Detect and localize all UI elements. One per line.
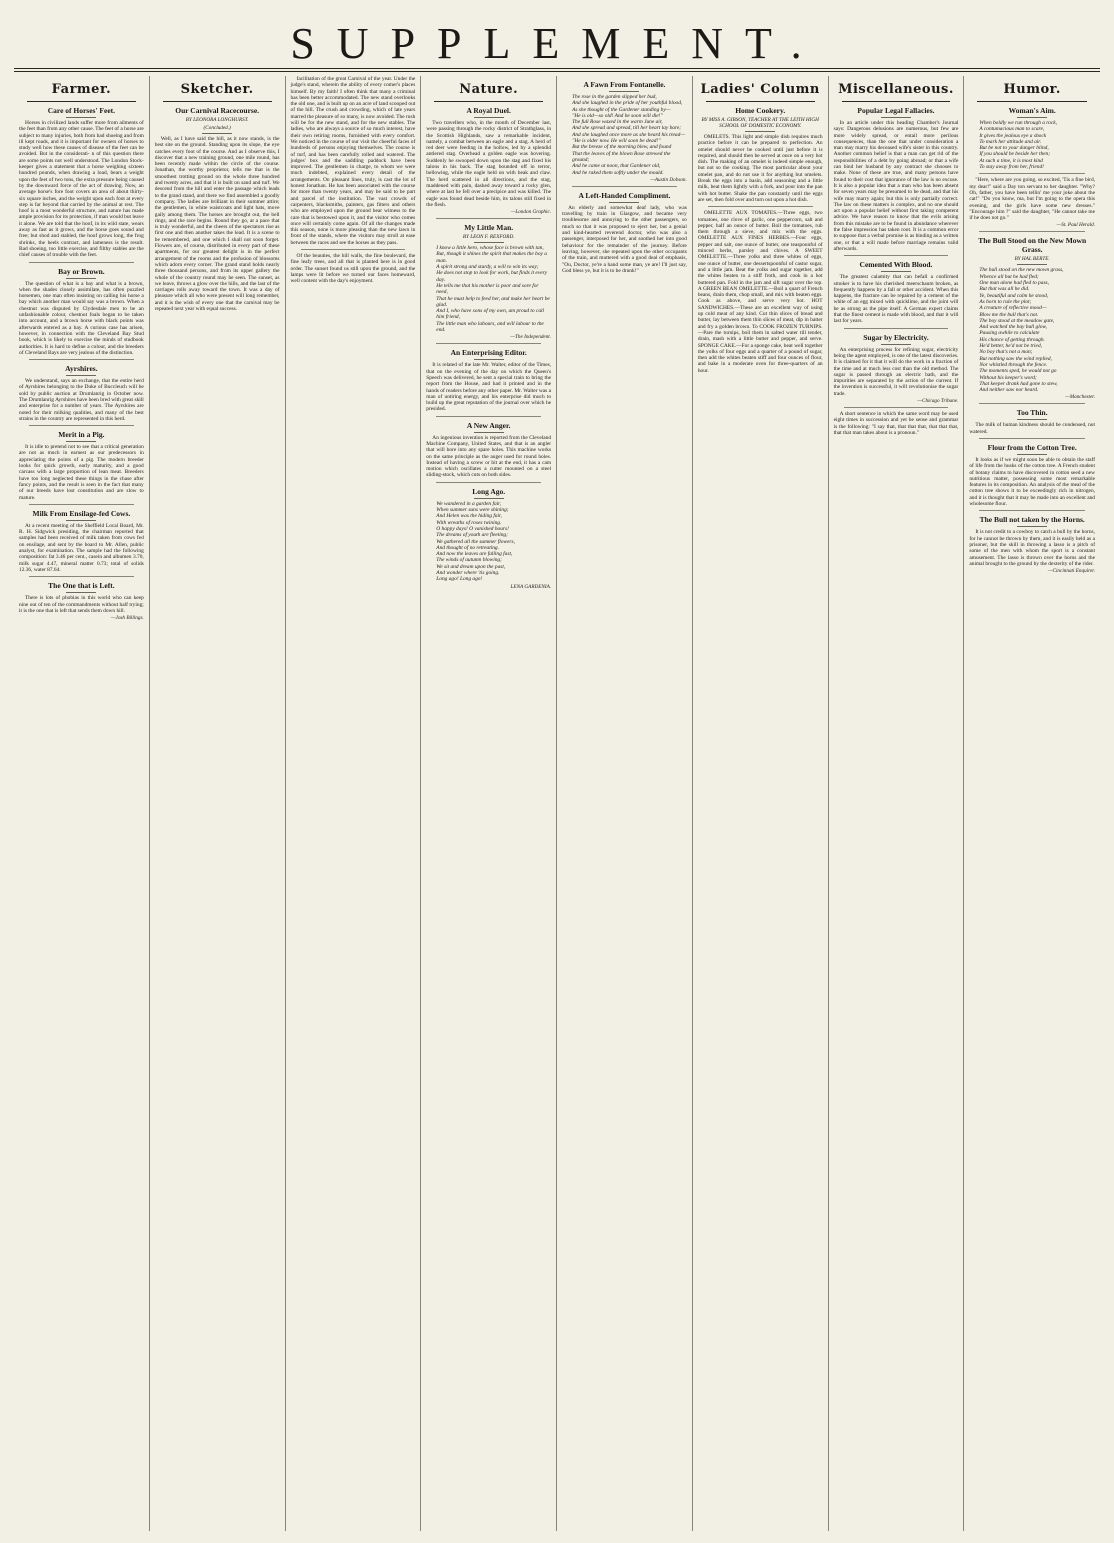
article-title: Ayrshires. <box>65 364 98 374</box>
columns-container <box>14 76 1100 1531</box>
article-divider <box>979 438 1085 439</box>
article-divider <box>29 359 134 360</box>
article-divider <box>29 262 134 263</box>
title-rule <box>66 375 96 376</box>
article-source: —Manchester. <box>1065 394 1095 401</box>
article-body: A short sentence in which the same word may be used eight times in succession and yet be sense and grammar is the following: "I say that, that that that, that that that, that that man takes about is a pronoun." <box>833 410 959 436</box>
column-6 <box>693 76 829 1531</box>
article-title: Cemented With Blood. <box>859 260 933 270</box>
article-body: Two travellers who, in the month of December last, were passing through the rocky district of Strathglass, in the Scottish Highlands, saw a remarkable incident, namely, a combat between an eagle and a stag. A herd of red deer were feeding in the hollow, led by a splendid antlered stag. Overhead a golden eagle was hovering. Suddenly he swooped down upon the stag and fixed his talons in his back. The stag bounded off in terror, bellowing, while the eagle held on with beak and claw. The herd scattered in all directions, and the stag, maddened with pain, dashed away toward a rocky glen, where at last he fell over a precipice and was killed. The eagle was found dead beside him, its talons still fixed in the flesh. <box>426 120 552 208</box>
article-poem: When boldly we run through a rock, A contumacious man to scare, It gives the jealous eye a shock To mark her attitude and air. But be not to your danger blind, If you should be beside her then; At such a time, it is most kind To stay away from her, friend! <box>979 120 1057 171</box>
title-rule <box>881 344 911 345</box>
title-rule <box>66 520 96 521</box>
article-body: The question of what is a bay and what is a brown, when the shades closely assimilate, has often puzzled horsemen, one man often insisting on calling his horse a bay which another man would say was a brown. When a chestnut was disputed by Clydesdale men to be an unfashionable colour, chestnut foals began to be taken into account, and a brown horse with black points was afterwards entered as a bay. A curious case has arisen, however, in connection with the Cleveland Bay Stud book, which is likely to exercise the minds of studbook authorities. It is hard to define a colour, and the breeders of Cleveland Bays are very jealous of the distinction. <box>19 280 144 356</box>
article-title: Too Thin. <box>1016 408 1048 418</box>
article-title: Our Carnival Racecourse. <box>175 106 260 115</box>
title-rule <box>474 498 504 499</box>
article-byline: BY LEONORA LONGHURST. <box>185 117 249 123</box>
title-rule <box>1017 526 1047 527</box>
article-title: A Royal Duel. <box>466 106 511 115</box>
title-rule <box>1017 419 1047 420</box>
article-divider <box>29 576 134 577</box>
article-body: The greatest calamity that can befall a confirmed smoker is to have his cherished meerschaum broken, as frequently happens by a fall or other accident. When this happens, the fracture can be repaired by a cement of the white of an egg mixed with quicklime, and the joint will be as strong as the pipe itself. A German expert claims that the finest cement is made with blood, and that it will last for years. <box>833 274 959 325</box>
column-heading: Nature. <box>459 82 519 97</box>
article-body: "Here, where are you going, so excited, 'Tis a fine bird, my dear!" said a Day ton servant to her daughter. "Why? Oh, father, you have been tellin' me your joke about the cat!" "Do you know, ma, but I'm going to the opera this evening, and the girls have some new dresses." "Encourage him ?" said the daughter, "He cannot take me if he does not go." <box>969 177 1095 222</box>
title-rule <box>881 117 911 118</box>
heading-rule <box>706 101 815 102</box>
title-rule <box>474 242 504 243</box>
title-rule <box>474 359 504 360</box>
article-note: (Concluded.) <box>203 125 231 131</box>
article-byline: BY MISS A. GIBSON, TEACHER AT THE LEITH HIGH SCHOOL OF DOMESTIC ECONOMY. <box>701 117 819 129</box>
masthead <box>14 0 1100 72</box>
article-poem: The bull stood on the new mown grass, Whence all but he had fled; One man alone had fled to pass, But that was all he did. Ye, beautiful and calm he stood, As born to rule the plot; A creature of reflective mood— Blow me the bull that's not. The boy stood at the meadow gate, And watched the bay bull glow, Pausing awhile to calculate His chance of getting through. He'd better, he'd not be tried, No boy that's not a man; But nothing saw the wind replied, Nor whistled through the fence. The moments sped, he would not go Without his keeper's word; That keeper drank had gone to stew, And neither saw nor heard. <box>979 267 1064 394</box>
article-byline: BY HAL BERTE. <box>1014 256 1050 263</box>
supplement-title: SUPPLEMENT. <box>290 19 824 68</box>
title-rule <box>1017 264 1047 265</box>
article-title: Milk From Ensilage-fed Cows. <box>32 508 131 518</box>
article-body: There is lots of phobias in this world who can keep nine out of ten of the commandments without half trying; it is the one that is left that sends them down hill. <box>19 595 144 614</box>
article-source: —London Graphic. <box>510 209 552 216</box>
article-title: Bay or Brown. <box>58 266 105 276</box>
article-divider <box>844 407 949 408</box>
column-1 <box>14 76 150 1531</box>
article-body: It is idle to pretend not to see that a critical generation are not as much in earnest as our predecessors in appreciating the points of a pig. The modern breeder looks for quick growth, early maturity, and a good carcass with a large proportion of lean meat. Breeders have too long neglected these things in the chase after fancy points, and the result is seen in the fact that many of our breeds have lost constitution and are slow to mature. <box>19 444 144 501</box>
title-rule <box>66 592 96 593</box>
title-rule <box>66 117 96 118</box>
article-body: An enterprising process for refining sugar, electricity being the agent employed, is one of the latest discoveries. It is claimed for it that it will do the work in a fraction of the time and at much less cost than the old method. The sugar is passed through an electric bath, and the impurities are separated by the action of the current. If the invention is successful, it will revolutionise the sugar trade. <box>833 346 959 397</box>
article-divider <box>29 504 134 505</box>
column-heading: Sketcher. <box>180 82 254 97</box>
article-divider <box>979 510 1085 511</box>
column-4 <box>421 76 557 1531</box>
article-title: Popular Legal Fallacies. <box>857 106 935 115</box>
title-rule <box>609 91 639 92</box>
title-rule <box>474 117 504 118</box>
article-divider <box>844 255 949 256</box>
article-source: LENA GARDENIA. <box>510 583 552 590</box>
article-divider <box>436 416 541 417</box>
article-body: In an article under this heading Chamber's Journal says: Dangerous delusions are numerous, but few are more widely spread, or entail more perilous consequences, than the one that under consideration a man may marry his deceased wife's sister in this country. Another common belief is that a man can get rid of the responsibilities of a debt by going abroad; or that a wife can bind her husband by any contract she chooses to make. None of these are true, and many persons have found to their cost that ignorance of the law is no excuse. It is also a popular idea that a man who has been absent for seven years may be presumed to be dead, and that his wife may marry again; but this is only partially correct. The law on these matters is complex, and no one should act upon a popular belief without first taking competent advice. We have reason to know that the evils arising from this mistake are to be found in abundance wherever the false impression has taken root. It is a common error to suppose that a verbal promise is as binding as a written one, or that a will made before marriage remains valid afterwards. <box>833 120 959 252</box>
article-title: Merit in a Pig. <box>58 430 105 440</box>
article-source: —Josh Billings. <box>110 615 144 622</box>
article-title: A New Anger. <box>466 420 511 430</box>
article-divider <box>844 328 949 329</box>
article-body: Well, as I have said the hill, as it now stands, is the best site on the ground. Standing upon its slope, the eye catches every foot of the course. And as I observe this, I discover that a new training ground, one mile round, has been recently made within the circle of the course. Jonathan, the worthy proprietor, tells me that is the smoothest trotting ground on the whole three hundred and twenty acres, and that it is built on sand and turf. We descend from the hill and enter the passage which leads to the grand stand, and there we find assembled a goodly company. The ladies are brilliant in their summer attire; the gentlemen, in white waistcoats and light hats, move gaily among them. The horses are brought out, the bell rings, and the race begins. Round they go, at a pace that is truly wonderful, and the cheers of the spectators rise as first one and then another takes the lead. It is a scene to be remembered, and one which I shall not soon forget. Flowers are, of course, distributed in every part of these apartments, for our greatest delight is in the perfect arrangement of the rooms and the profusion of blossoms which adorn every corner. The grand stand holds nearly three thousand persons, and from its upper gallery the whole of the country round may be seen. The sunset, as we leave, throws a glow over the hills, and the last of the carriages rolls away toward the town. It was a day of pleasure which all who were present will long remember, and it is the wish of every one that the carnival may be repeated next year with equal success. <box>154 136 280 313</box>
article-body: Of the beauties, the hill walls, the fine boulevard, the fine leafy trees, and all that is planted here is in good order. The sunset found us still upon the ground, and the lamps were lit before we turned our faces homeward, well content with the day's enjoyment. <box>290 253 416 285</box>
article-divider <box>436 218 541 219</box>
article-divider <box>436 343 541 344</box>
article-body: It is not credit to a cowboy to catch a bull by the horns, for he cannot be thrown by them, and it is easily held as a prisoner, but the skill in throwing a lasso is a pitch of some of the men with whom the sport is a constant amusement. The lasso is thrown over the horns and the animal brought to the ground by the dexterity of the rider. <box>969 529 1095 567</box>
article-body: It looks as if we might soon be able to obtain the staff of life from the husks of the cotton tree. A French student of botany claims to have discovered in cotton seed a new nutritious matter, possessing some most remarkable features in its composition. An analysis of the meal of the cotton tree shows it to be exceedingly rich in nitrogen, and it is thought that it may be made into an excellent and wholesome flour. <box>969 456 1095 508</box>
heading-rule <box>27 101 136 102</box>
article-divider <box>29 425 134 426</box>
column-heading: Ladies' Column <box>700 82 820 97</box>
title-rule <box>881 271 911 272</box>
article-body: facilitation of the great Carnival of the year. Under the judge's stand, wherein the ability of every comer's places himself. By my faith! I often think that many a criminal has been better accommodated. The new stand overlooks the old one, and is built up on an acre of land scooped out of the hill. The crush and crowding, which of late years marred the pleasure of so many, is now avoided. The rush will be for the new stand, and for the new stables. The ladies, who are always a source of so much interest, have their own retiring rooms, furnished with every comfort. We noticed in the course of our visit the cheerful faces of hundreds of persons enjoying themselves. The course is of turf, and has been carefully rolled and watered. The judges' box and the saddling paddock have been improved. The gentlemen in charge, to whom we were much indebted, explained every detail of the arrangements. On pleasant lines, truly, is cast the lot of honest Jonathan. He has been associated with the course for more than twenty years, and may be said to be part and parcel of the institution. The vast crowds of carpenters, blacksmiths, painters, gas fitters and others who are employed upon the ground bear witness to the care that is bestowed upon it, and the visitor who comes once will certainly come again. Of all the changes made this season, none is more pleasing than the new lawn in front of the stands, where the visitors may stroll at ease between the races and see the horses as they pass. <box>290 76 416 246</box>
article-divider <box>436 482 541 483</box>
title-rule <box>1017 117 1047 118</box>
column-heading: Miscellaneous. <box>838 82 954 97</box>
article-source: —Chicago Tribune. <box>917 397 959 404</box>
heading-rule <box>163 101 272 102</box>
article-body: OMELETS. This light and simple dish requires much practice before it can be prepared to perfection. An omelet should never be cooked until just before it is required, and should then be served at once on a very hot dish. The making of an omelet is indeed simple enough, but not so the cooking. The most particular about your omelet pan, and do not use it for anything but omelets. Break the eggs into a basin, add seasoning and a little milk, beat them lightly with a fork, and pour into the pan with hot butter. Shake the pan constantly until the eggs are set, then fold over and turn out upon a hot dish. <box>697 134 823 203</box>
article-title: Care of Horses' Feet. <box>47 106 116 115</box>
article-divider <box>572 186 677 187</box>
heading-rule <box>842 101 951 102</box>
article-source: —The Independent. <box>510 334 552 341</box>
column-3 <box>286 76 422 1531</box>
article-poem: The rose in the garden slipped her bud, And she laughed in the pride of her youthful blood, As she thought of the Gardener standing by— "He is old—so old! And he soon will die!" The full Rose waxed in the warm June air, And she spread and spread, till her heart lay bare; And she laughed once more as she heard his tread— "He is older now. He will soon be dead!" But the breeze of the morning blew, and found That the leaves of the blown Rose strewed the ground; And he came at noon, that Gardener old, And he raked them softly under the mould. <box>572 94 686 176</box>
title-rule <box>474 432 504 433</box>
article-source: —St. Paul Herald. <box>1056 222 1095 229</box>
article-title: A Fawn From Fontanelle. <box>583 80 666 89</box>
article-body: It is related of the late Mr. Walter, editor of the Times, that on the evening of the day on which the Queen's Speech was delivered, he sent a special train to bring the report from the House, and had it printed and in the hands of readers before any other paper. Mr. Walter was a man of untiring energy, and his enterprise did much to build up the great reputation of the journal over which he presided. <box>426 362 552 413</box>
title-rule <box>202 133 232 134</box>
column-heading: Farmer. <box>51 82 112 97</box>
title-rule <box>745 131 775 132</box>
column-heading: Humor. <box>1003 82 1061 97</box>
article-body: We understand, says an exchange, that the entire herd of Ayrshires belonging to the Duke of Buccleuch will be sold by public auction at Drumlanrig in October now. The Drumlanrig Ayrshires have been bred with great skill and enterprise for a number of years. The Ayrshires are noted for their milking qualities, and many of the best strains in the country are represented in this herd. <box>19 378 144 422</box>
article-byline: BY LEON F. REXFORD. <box>462 234 515 241</box>
article-title: Woman's Aim. <box>1008 106 1056 115</box>
article-title: My Little Man. <box>464 223 514 233</box>
article-title: The Bull not taken by the Horns. <box>979 515 1085 525</box>
article-title: Home Cookery. <box>735 106 786 115</box>
article-title: The One that is Left. <box>48 581 115 591</box>
masthead-rule <box>14 68 1100 72</box>
article-title: The Bull Stood on the New Mown Grass. <box>978 236 1087 255</box>
column-8 <box>964 76 1100 1531</box>
article-source: —Austin Dobson. <box>650 176 687 183</box>
article-title: Sugar by Electricity. <box>863 332 929 342</box>
article-title: Flour from the Cotton Tree. <box>987 442 1077 452</box>
article-body: At a recent meeting of the Sheffield Local Board, Mr. R. H. Sidgwick presiding, the chairman reported that samples had been received of milk taken from cows fed on ensilage, and sent by the board to Mr. Allen, public analyst, for examination. The sample had the following composition: fat 3.46 per cent., casein and albumen 3.70, milk sugar 4.47, mineral matter 0.73; total of solids 12.36, water 87.64. <box>19 522 144 573</box>
title-rule <box>66 278 96 279</box>
article-divider <box>979 403 1085 404</box>
article-poem: We wandered in a garden fair, When summer suns were shining; And Helen was the hiding fair, With wreaths of roses twining. O happy days! O vanished hours! The dreams of youth are fleeting; We gathered all the summer flowers, And thought of no retreating. And now the leaves are falling fast, The winds of autumn blowing; We sit and dream upon the past, And wonder where 'tis going. Long ago! Long ago! <box>436 500 515 583</box>
article-divider <box>708 206 813 207</box>
column-2 <box>150 76 286 1531</box>
article-divider <box>301 249 406 250</box>
heading-rule <box>434 101 543 102</box>
article-body: An ingenious invention is reported from the Cleveland Machine Company, United States, and that is an angler that will bore into any spare holes. This machine works on the same principle as the auger used for round holes. Instead of having a screw or bit at the end, it has a cam motion which oscillates a cutter mounted on a steel sliding-stock, which cuts on both sides. <box>426 434 552 479</box>
article-body: The milk of human kindness should be condensed, not watered. <box>969 422 1095 435</box>
article-source: —Cincinnati Enquirer. <box>1047 568 1095 575</box>
article-divider <box>979 231 1085 232</box>
column-5 <box>557 76 693 1531</box>
article-divider <box>979 173 1085 174</box>
article-body: OMELETTE AUX TOMATES.—Three eggs, two tomatoes, one clove of garlic, one peppercorn, salt and pepper, half an ounce of butter. Boil the tomatoes, rub them through a sieve, and mix with the eggs. OMELETTE AUX FINES HERBES.—Four eggs, pepper and salt, one ounce of butter, one teaspoonful of minced herbs, parsley and chives. A SWEET OMELETTE.—Three yolks and three whites of eggs, one ounce of butter, one dessertspoonful of castor sugar, and a little jam. Beat the yolks and sugar together, add the whites beaten to a stiff froth, and cook in a hot buttered pan. Fold in the jam and sift sugar over the top. A GREEN BEAN OMELETTE.—Boil a quart of French beans, drain them, chop small, and mix with beaten eggs. Cook as above, and serve very hot. HOT SANDWICHES.—These are an excellent way of using up cold meat of any kind. Cut thin slices of bread and butter, lay between them thin slices of meat, dip in batter and fry a golden brown. To COOK FROZEN TURNIPS.—Pare the turnips, boil them in salted water till tender, drain, mash with a little butter and pepper, and serve. SPONGE CAKE.—For a sponge cake, beat well together the yolks of four eggs and a quarter of a pound of sugar, then add the whites beaten stiff and four ounces of flour, and bake in a moderate oven for three-quarters of an hour. <box>697 210 823 374</box>
article-title: A Left-Handed Compliment. <box>578 190 671 200</box>
article-body: Horses in civilized lands suffer more from ailments of the feet than from any other cause. The feet of a horse are subject to many injuries, both from bad shoeing and from ill kept roads, and it is important for owners of horses to study well how these causes of disease of the feet can be avoided. But in the considerati- n of this question there are some points not well understood. The London Stock-keeper gives a statement that a horse weighing sixteen hundred pounds, when drawing a load, bears a weight upon the feet of two tons, the extra pressure being caused by the downward force of the act of drawing. Now, an average horse's fore foot covers an area of about thirty-six square inches, and the weight upon each foot at every step is far beyond that carried by the animal at rest. The hoof is a most wonderful structure, and nature has made ample provision for its protection, if man would but leave it alone. We are told that the hoof, in its wild state, wears away as fast as it grows, and the horse goes sound and free; but shod and stabled, the hoof grows long, the frog shrinks, the heels contract, and lameness is the result. Bad shoeing, too little exercise, and filthy stables are the chief causes of trouble with the feet. <box>19 120 144 259</box>
title-rule <box>66 441 96 442</box>
heading-rule <box>977 101 1087 102</box>
article-poem: I know a little hero, whose face is brown with tan, But, though it shines the spirit that makes the boy a man. A spirit strong and sturdy, a will to win its way; He does not stop to look for work, but finds it every day. He tells me that his mother is poor and sore for need, That he must help to feed her, and make her heart be glad. And I, who have sons of my own, am proud to call him friend, The little man who labours, and will labour to the end. <box>436 245 550 334</box>
title-rule <box>1017 454 1047 455</box>
title-rule <box>609 202 639 203</box>
column-7 <box>829 76 965 1531</box>
article-body: An elderly and somewhat deaf lady, who was travelling by train in Glasgow, and became very troublesome and annoying to the other passengers, so much so that it was proposed to eject her, but a genial and kind-hearted reverend doctor, who was also a passenger, interposed for her, and soothed her into good behaviour for the remainder of the journey. Before leaving, however, she repeated upon the other occupants of the train, and muttered with a good deal of emphasis, "Ou, Doctor, ye're a hand some man, ye are! I'll just say, God bless ye, but it is to be drunk!" <box>562 204 687 274</box>
article-title: Long Ago. <box>472 486 506 496</box>
article-title: An Enterprising Editor. <box>450 348 527 358</box>
